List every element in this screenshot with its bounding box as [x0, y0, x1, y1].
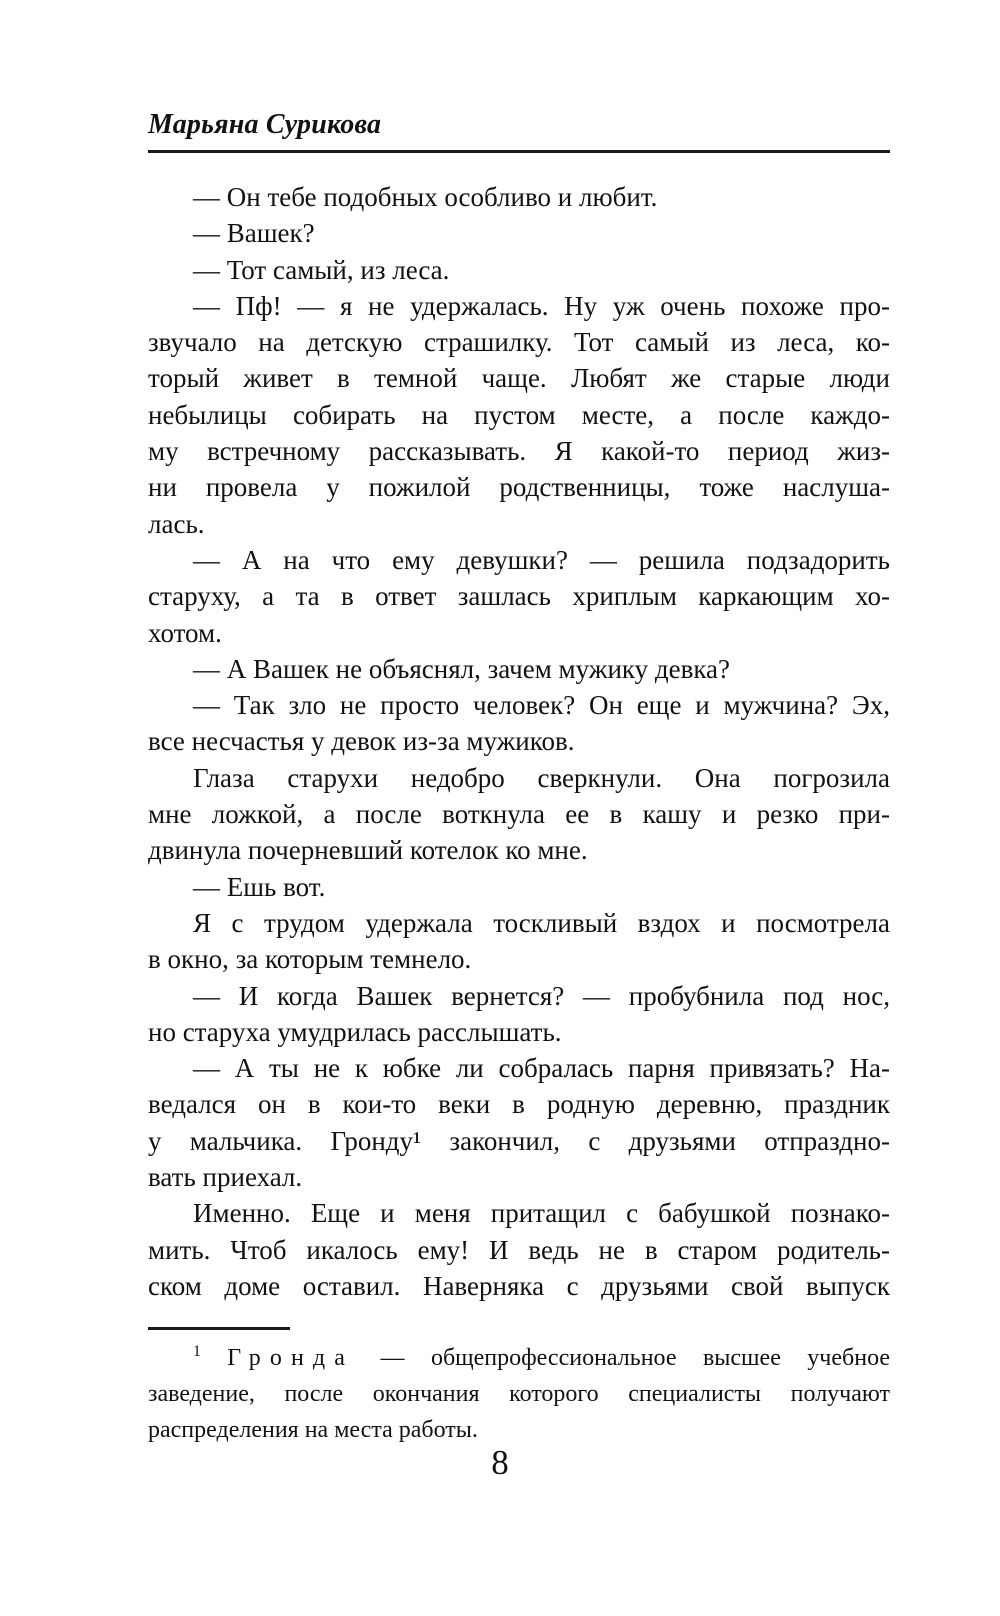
paragraph-line: звучало на детскую страшилку. Тот самый из леса, ко- [148, 327, 890, 358]
footnote-rule [148, 1327, 290, 1330]
paragraph-line: Именно. Еще и меня притащил с бабушкой познако- [193, 1198, 890, 1229]
paragraph-line: небылицы собирать на пустом месте, а после каждо- [148, 399, 890, 430]
paragraph-line: — Так зло не просто человек? Он еще и мужчина? Эх, [193, 690, 890, 721]
footnote [148, 1340, 890, 1448]
footnote-line: распределения на места работы. [148, 1417, 478, 1443]
footnote-marker: 1 [193, 1343, 201, 1360]
paragraph-line: — Тот самый, из леса. [193, 254, 450, 285]
paragraph-line: лась. [148, 508, 205, 539]
paragraph-line: двинула почерневший котелок ко мне. [148, 835, 588, 866]
paragraph-line: у мальчика. Гронду¹ закончил, с друзьями отпраздно- [148, 1125, 890, 1156]
running-head-author: Марьяна Сурикова [148, 109, 382, 140]
footnote-line [148, 1340, 890, 1376]
paragraph-line: вать приехал. [148, 1162, 303, 1193]
paragraph-line: — Пф! — я не удержалась. Ну уж очень похоже про- [193, 290, 890, 321]
footnote-line: заведение, после окончания которого специалисты получают [148, 1381, 890, 1407]
paragraph-line: ском доме оставил. Наверняка с друзьями свой выпуск [148, 1270, 890, 1301]
paragraph-line: — Ешь вот. [193, 871, 326, 902]
footnote-term: Гронда [227, 1345, 355, 1371]
footnote-definition: — общепрофессиональное высшее учебное [380, 1345, 891, 1371]
paragraph-line: — Вашек? [193, 218, 315, 249]
page-number: 8 [491, 1443, 509, 1482]
paragraph-line: торый живет в темной чаще. Любят же старые люди [148, 363, 890, 394]
paragraph-line: — Он тебе подобных особливо и любит. [193, 182, 658, 212]
paragraph-line: — А Вашек не объяснял, зачем мужику девка? [193, 653, 731, 684]
paragraph-line: — А на что ему девушки? — решила подзадорить [193, 544, 890, 575]
paragraph-line: Я с трудом удержала тоскливый вздох и посмотрела [193, 907, 890, 938]
paragraph-line: му встречному рассказывать. Я какой-то период жиз- [148, 436, 890, 467]
paragraph-line: старуху, а та в ответ зашлась хриплым каркающим хо- [148, 581, 890, 612]
paragraph-line: ни провела у пожилой родственницы, тоже наслуша- [148, 472, 890, 503]
paragraph-line: — А ты не к юбке ли собралась парня привязать? На- [193, 1053, 890, 1084]
header-rule [148, 150, 890, 153]
paragraph-line: Глаза старухи недобро сверкнули. Она погрозила [193, 762, 890, 793]
paragraph-line: — И когда Вашек вернется? — пробубнила под нос, [193, 980, 890, 1011]
paragraph-line: все несчастья у девок из-за мужиков. [148, 726, 575, 757]
paragraph-line: в окно, за которым темнело. [148, 944, 472, 975]
body-text [148, 179, 890, 1304]
paragraph-line: мне ложкой, а после воткнула ее в кашу и резко при- [148, 799, 890, 830]
paragraph-line: мить. Чтоб икалось ему! И ведь не в старом родитель- [148, 1234, 890, 1265]
paragraph-line: но старуха умудрилась расслышать. [148, 1016, 562, 1047]
paragraph-line: хотом. [148, 617, 222, 648]
paragraph-line: ведался он в кои-то веки в родную деревню, праздник [148, 1089, 890, 1120]
